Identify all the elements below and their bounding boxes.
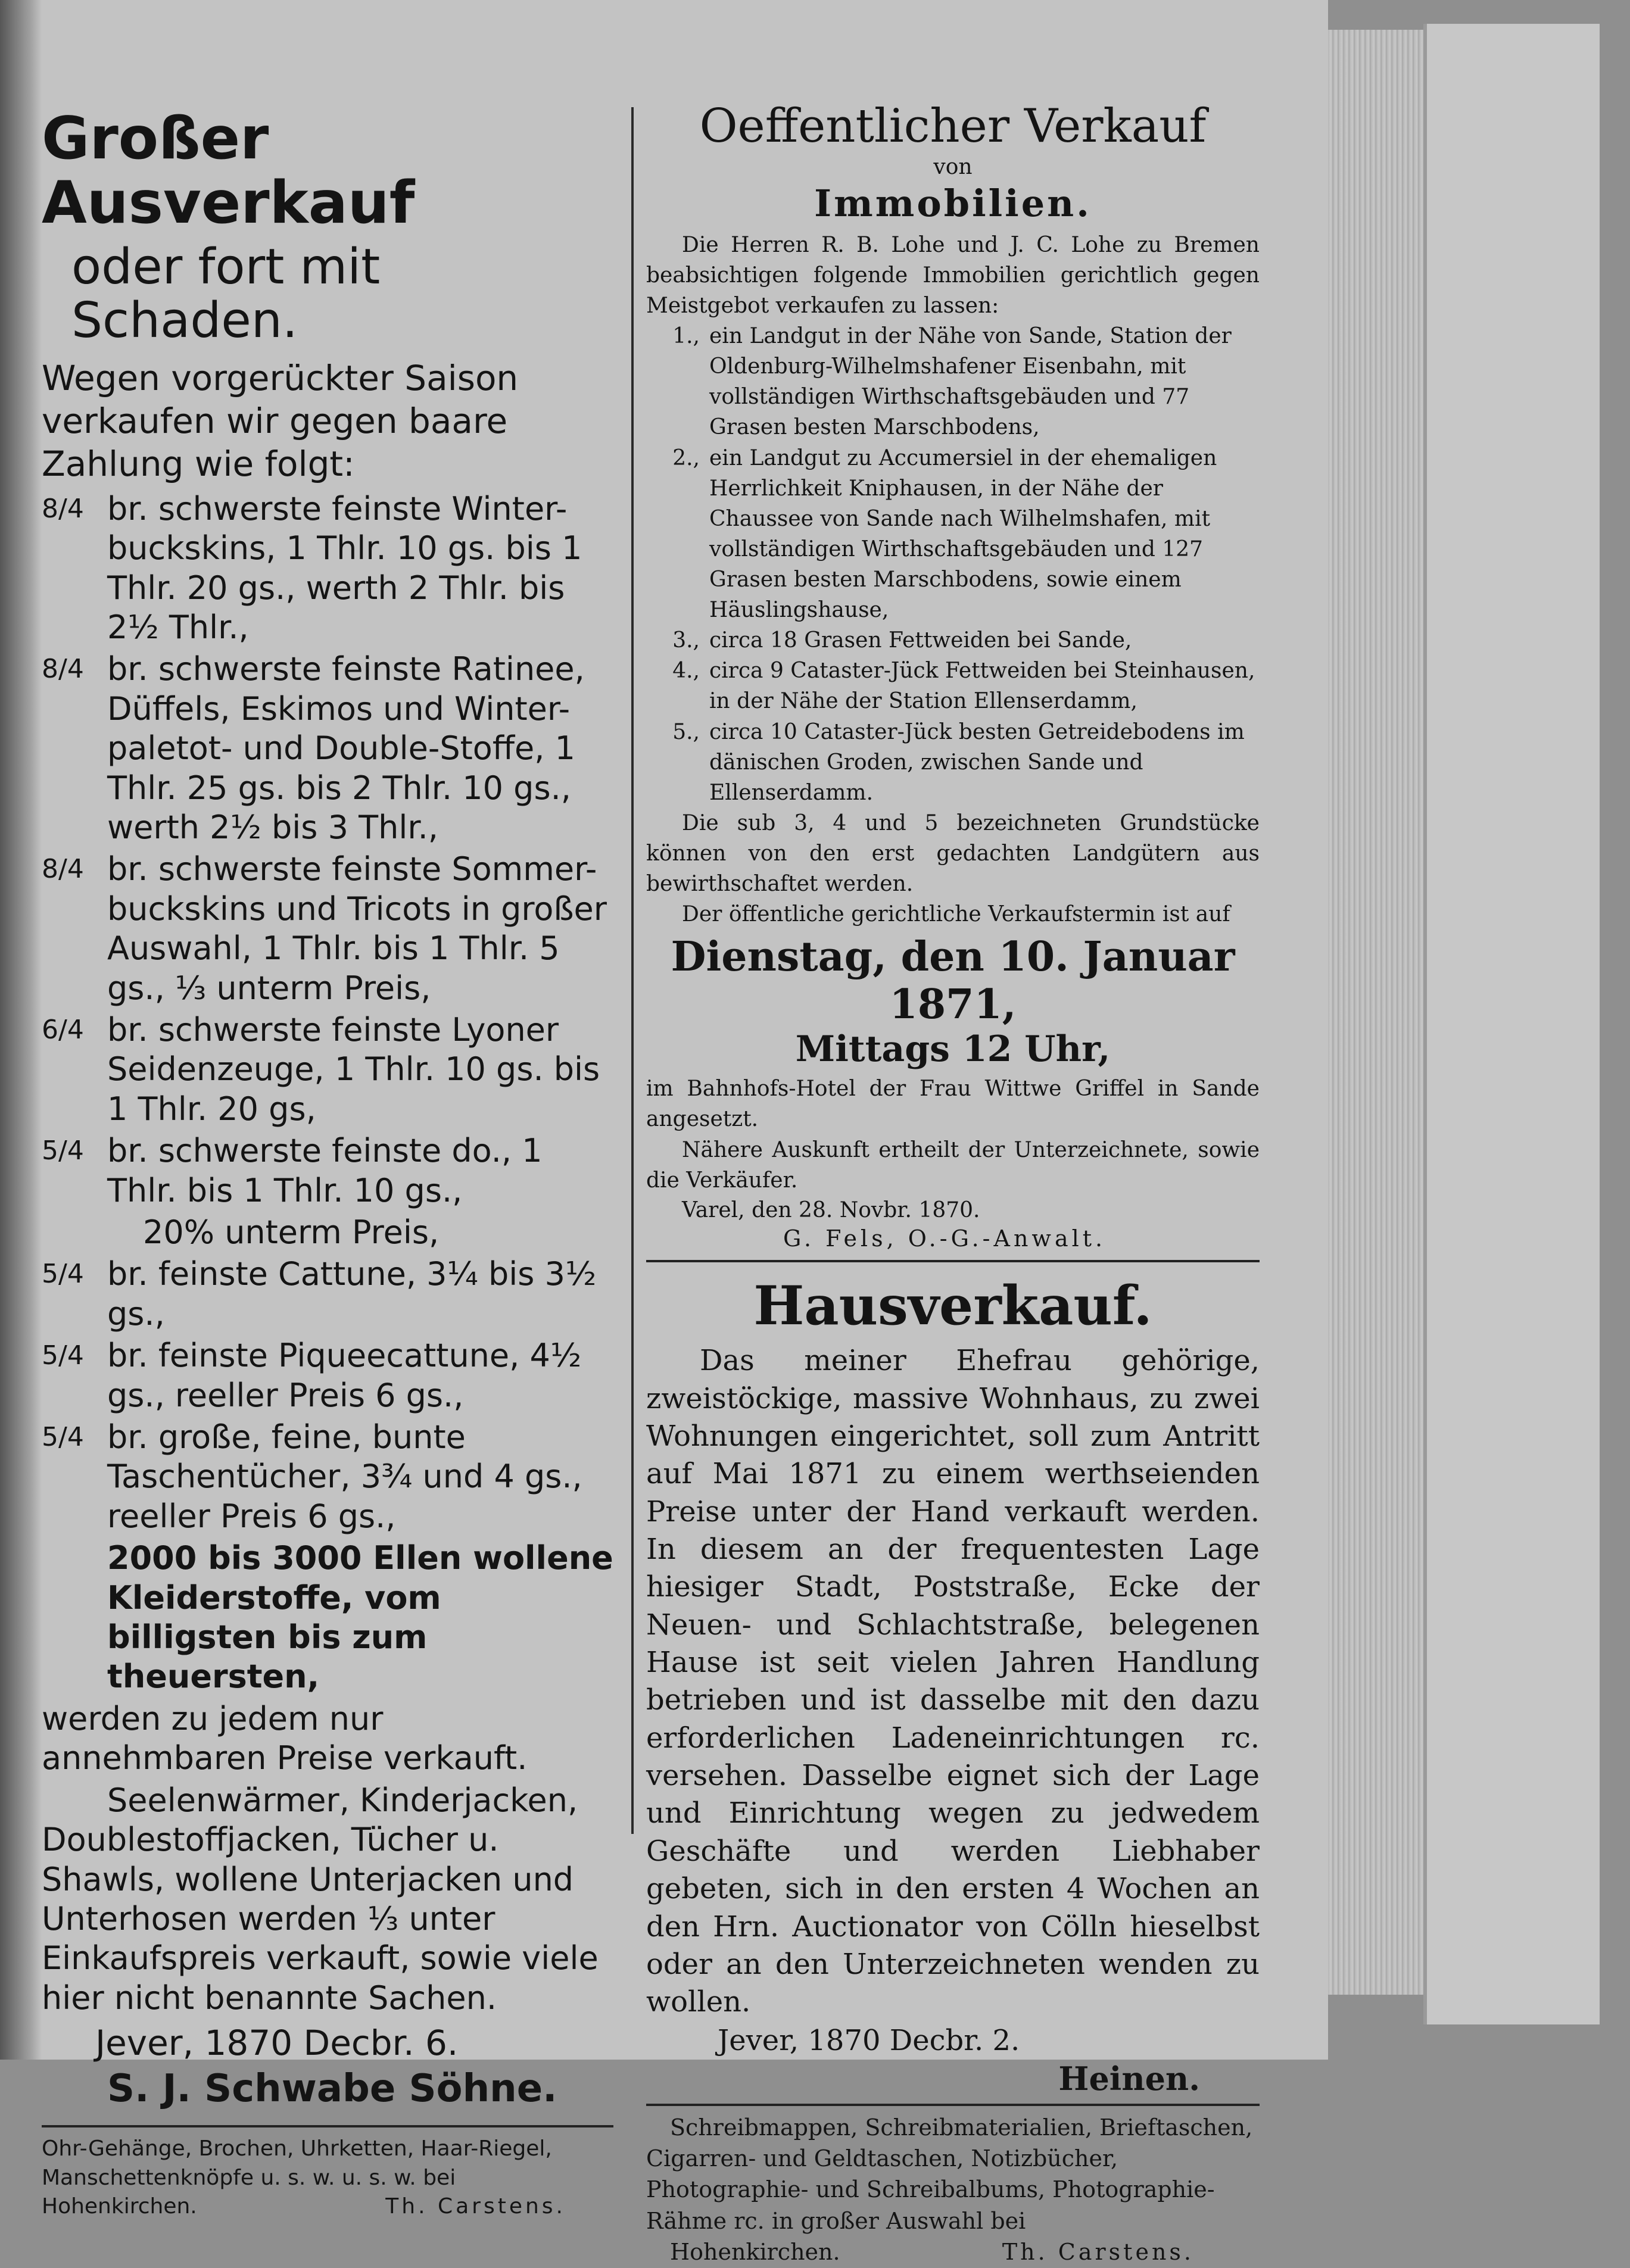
list-item — [42, 650, 613, 847]
item-text: br. schwerste feinste Lyoner Seidenzeuge, 1 Thlr. 10 gs. bis 1 Thlr. 20 gs, — [107, 1010, 600, 1128]
small-ad-text: Ohr-Gehänge, Brochen, Uhrketten, Haar-Riegel, Manschettenknöpfe u. s. w. u. s. w. bei — [42, 2136, 552, 2190]
list-item — [42, 1418, 613, 1536]
item-text: br. schwerste feinste Winter-buckskins, 1 Thlr. 10 gs. bis 1 Thlr. 20 gs., werth 2 Thlr. bis 2½ Thlr., — [107, 489, 582, 646]
ad-body: Das meiner Ehefrau gehörige, zweistöckige, massive Wohnhaus, zu zwei Wohnungen eingerichtet, soll zum Antritt auf Mai 1871 zu einem werthseienden Preise unter der Hand verkauft werden. In diesem an der frequentesten Lage hiesiger Stadt, Poststraße, Ecke der Neuen- und Schlachtstraße, belegenen Hause ist seit vielen Jahren Handlung betrieben und ist dasselbe mit den dazu erforderlichen Ladeneinrichtungen rc. versehen. Dasselbe eignet sich der Lage und Einrichtung wegen zu jedwedem Geschäfte und werden Liebhaber gebeten, sich in den ersten 4 Wochen an den Hrn. Auctionator von Cölln hieselbst oder an den Unterzeichneten wenden zu wollen. — [646, 1344, 1260, 2019]
ad-note-2: Der öffentliche gerichtliche Verkaufstermin ist auf — [682, 902, 1230, 927]
item-text: 20% unterm Preis, — [143, 1213, 440, 1251]
ad-intro: Die Herren R. B. Lohe und J. C. Lohe zu Bremen beabsichtigen folgende Immobilien gerichtlich gegen Meistgebot verkaufen zu lassen: — [646, 232, 1260, 319]
ad-body: werden zu jedem nur annehmbaren Preise verkauft. — [42, 1699, 528, 1777]
item-width: 8/4 — [42, 493, 84, 524]
list-item — [646, 656, 1260, 716]
ad-date: Jever, 1870 Decbr. 2. — [718, 2023, 1020, 2057]
item-width: 8/4 — [42, 654, 84, 685]
small-ad — [646, 2112, 1260, 2268]
item-text: br. feinste Cattune, 3¼ bis 3½ gs., — [107, 1255, 597, 1333]
item-number: 4., — [672, 659, 700, 684]
item-width — [42, 1213, 107, 1252]
auction-place: im Bahnhofs-Hotel der Frau Wittwe Griffel in Sande angesetzt. — [646, 1077, 1260, 1132]
item-text: ein Landgut in der Nähe von Sande, Station der Oldenburg-Wilhelmshafener Eisenbahn, mit vollständigen Wirthschaftsgebäuden und 77 Grasen besten Marschbodens, — [709, 324, 1232, 440]
ad-subtitle: Immobilien. — [814, 181, 1092, 225]
divider — [42, 2125, 613, 2127]
item-text: br. schwerste feinste Sommer-buckskins und Tricots in großer Auswahl, 1 Thlr. bis 1 Thlr. 5 gs., ⅓ unterm Preis, — [107, 850, 607, 1007]
auction-time: Mittags 12 Uhr, — [795, 1028, 1111, 1071]
item-width: 8/4 — [42, 854, 84, 885]
small-ad-name: Th. Carstens. — [1002, 2239, 1194, 2266]
auction-date: Dienstag, den 10. Januar 1871, — [671, 933, 1235, 1029]
ad-firm: S. J. Schwabe Söhne. — [107, 2067, 557, 2111]
list-item — [646, 625, 1260, 656]
list-item — [646, 321, 1260, 442]
small-ad-signature — [646, 2236, 1260, 2267]
ad-intro: Wegen vorgerückter Saison verkaufen wir gegen baare Zahlung wie folgt: — [42, 357, 519, 484]
ad-ausverkauf — [42, 107, 613, 2222]
item-number: 2., — [672, 445, 700, 470]
item-width: 5/4 — [42, 1340, 84, 1371]
divider — [646, 2104, 1260, 2106]
property-list — [646, 321, 1260, 808]
divider — [646, 1260, 1260, 1262]
ad-signature: Heinen. — [1058, 2059, 1200, 2098]
ad-subheadline: oder fort mit Schaden. — [71, 238, 381, 349]
small-ad-text: Schreibmappen, Schreibmaterialien, Brieftaschen, Cigarren- und Geldtaschen, Notizbücher, Photographie- und Schreibalbums, Photographie-Rähme rc. in großer Auswahl bei — [646, 2114, 1253, 2234]
ad-headline: Großer Ausverkauf — [42, 105, 415, 237]
item-number: 3., — [672, 628, 700, 653]
item-width: 5/4 — [42, 1259, 84, 1290]
item-number: 5., — [672, 719, 700, 744]
ad-info: Nähere Auskunft ertheilt der Unterzeichnete, sowie die Verkäufer. — [646, 1137, 1260, 1193]
item-text: circa 18 Grasen Fettweiden bei Sande, — [709, 628, 1132, 653]
column-rule — [631, 107, 634, 1834]
small-ad-signature — [42, 2192, 613, 2222]
list-item — [42, 1131, 613, 1211]
item-text: br. schwerste feinste Ratinee, Düffels, Eskimos und Winter-paletot- und Double-Stoffe, 1 Thlr. 25 gs. bis 2 Thlr. 10 gs., werth 2½ bis 3 Thlr., — [107, 650, 585, 846]
ad-body-2: Seelenwärmer, Kinderjacken, Doublestoffjacken, Tücher u. Shawls, wollene Unterjacken und Unterhosen werden ⅓ unter Einkaufspreis verkauft, sowie viele hier nicht benannte Sachen. — [42, 1781, 599, 2017]
list-item — [42, 1336, 613, 1415]
item-width: 5/4 — [42, 1135, 84, 1166]
small-ad — [42, 2135, 613, 2222]
ad-title: Oeffentlicher Verkauf — [699, 99, 1207, 153]
book-cover-board — [1423, 24, 1600, 2024]
item-width: 6/4 — [42, 1014, 84, 1045]
item-text: circa 9 Cataster-Jück Fettweiden bei Steinhausen, in der Nähe der Station Ellenserdamm, — [709, 659, 1255, 714]
item-number: 1., — [672, 324, 700, 349]
ad-title: Hausverkauf. — [753, 1274, 1152, 1338]
ad-note: Die sub 3, 4 und 5 bezeichneten Grundstücke können von den erst gedachten Landgütern aus bewirthschaftet werden. — [646, 810, 1260, 897]
book-gutter — [0, 0, 42, 2060]
ad-von: von — [933, 154, 973, 179]
list-item — [646, 443, 1260, 626]
list-item — [42, 1255, 613, 1334]
item-text: circa 10 Cataster-Jück besten Getreidebodens im dänischen Groden, zwischen Sande und Ellenserdamm. — [709, 719, 1245, 805]
sign-name: G. Fels, O.-G.-Anwalt. — [783, 1225, 1107, 1252]
ad-date: Jever, 1870 Decbr. 6. — [95, 2023, 459, 2064]
list-item — [42, 1213, 613, 1252]
list-item — [42, 1010, 613, 1129]
sign-date: Varel, den 28. Novbr. 1870. — [682, 1197, 980, 1222]
list-item — [42, 850, 613, 1008]
page-edges — [1328, 30, 1423, 1995]
item-text: ein Landgut zu Accumersiel in der ehemaligen Herrlichkeit Kniphausen, in der Nähe der Chaussee von Sande nach Wilhelmshafen, mit vollständigen Wirthschaftsgebäuden und 127 Grasen besten Marschbodens, sowie einem Häuslingshause, — [709, 445, 1217, 623]
small-ad-name: Th. Carstens. — [385, 2194, 566, 2219]
ad-verkauf — [646, 101, 1260, 2268]
list-item — [42, 489, 613, 648]
small-ad-place: Hohenkirchen. — [42, 2194, 197, 2219]
item-width: 5/4 — [42, 1422, 84, 1453]
small-ad-place: Hohenkirchen. — [670, 2239, 840, 2266]
item-text: br. feinste Piqueecattune, 4½ gs., reeller Preis 6 gs., — [107, 1337, 582, 1414]
extra-offer: 2000 bis 3000 Ellen wollene Kleiderstoffe, vom billigsten bis zum theuersten, — [107, 1539, 613, 1696]
item-text: br. schwerste feinste do., 1 Thlr. bis 1 Thlr. 10 gs., — [107, 1132, 543, 1209]
list-item — [646, 717, 1260, 808]
item-text: br. große, feine, bunte Taschentücher, 3¾ und 4 gs., reeller Preis 6 gs., — [107, 1418, 582, 1535]
